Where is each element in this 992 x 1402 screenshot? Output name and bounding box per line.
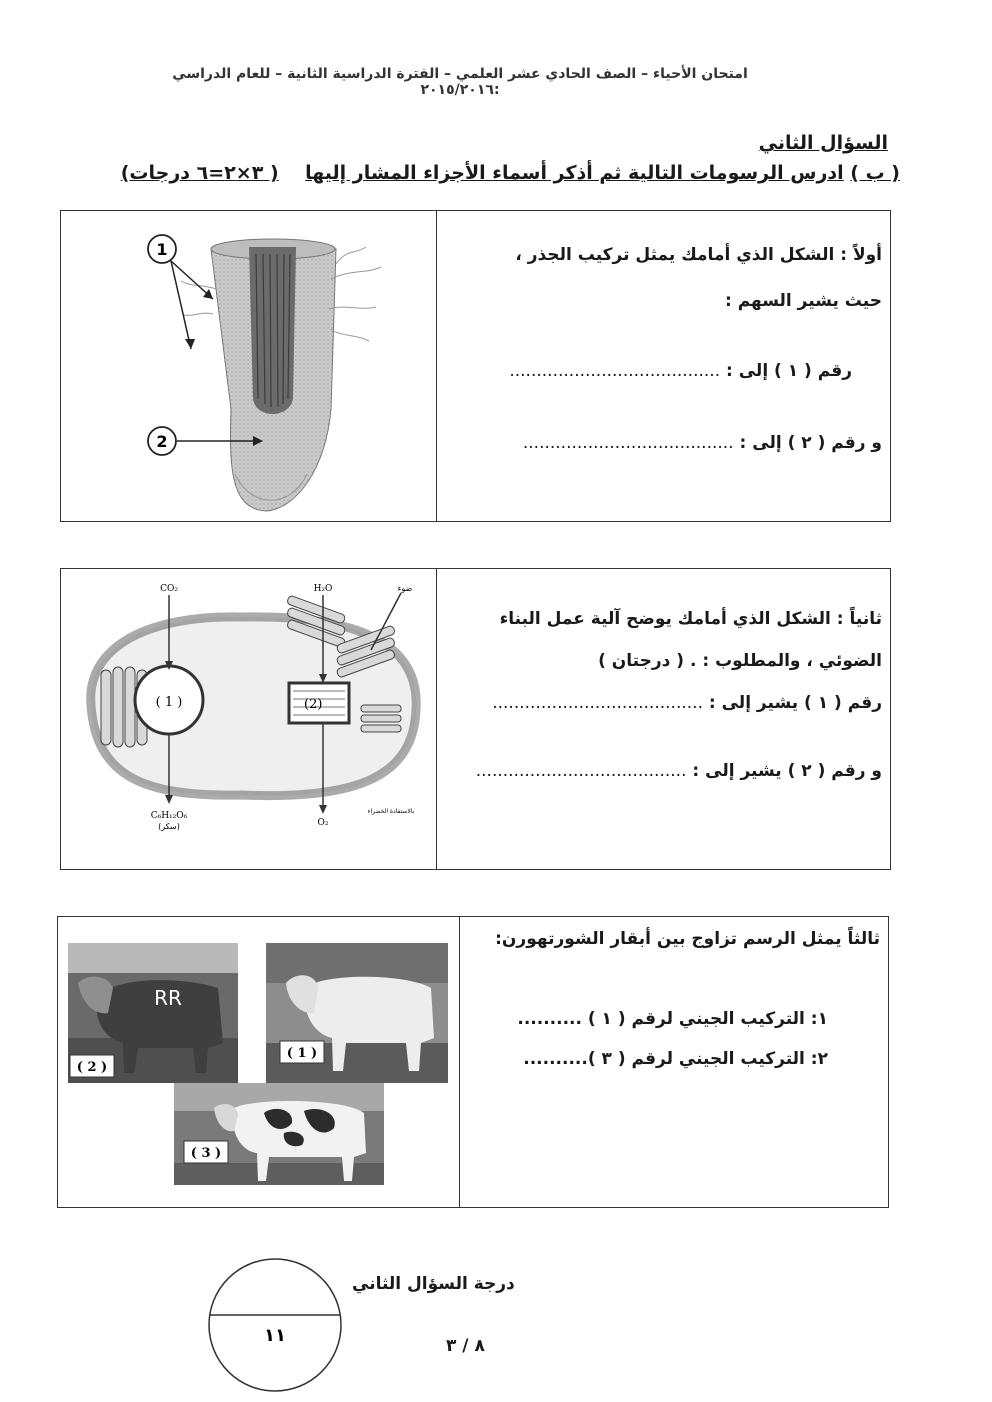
q2-line2: الضوئي ، والمطلوب : . ( درجتان ) [598, 651, 882, 671]
exam-header: امتحان الأحياء – الصف الحادي عشر العلمي – الفترة الدراسية الثانية – للعام الدراسي :٢٠١٥/٢٠١٦ [172, 66, 748, 98]
genotype-rr-label: RR [154, 986, 182, 1010]
q2-item1 [492, 693, 882, 713]
h2o-label: H₂O [313, 584, 333, 594]
figure-caption: بالاستفادة الخضراء [367, 808, 415, 815]
co2-label: CO₂ [160, 584, 178, 594]
cattle-photo-2 [68, 943, 238, 1083]
question-box-photosynthesis [60, 568, 891, 870]
light-label: ضوء [397, 584, 413, 593]
answer-blank[interactable]: ....................................... [509, 361, 721, 381]
o2-label: O₂ [317, 818, 329, 828]
answer-blank[interactable]: ....................................... [522, 433, 734, 453]
part-label: ( ب ) [850, 162, 900, 184]
answer-blank[interactable]: ....................................... [492, 693, 703, 713]
marks-text: ( ٣×٢=٦ درجات) [120, 162, 279, 184]
q2-item2 [476, 761, 882, 781]
box-divider [436, 569, 437, 869]
answer-blank[interactable]: ....................................... [475, 761, 687, 781]
grade-circle [205, 1255, 345, 1395]
question-box-root [60, 210, 891, 522]
box-divider [459, 917, 460, 1207]
page-number: ٨ / ٣ [446, 1336, 485, 1356]
fig-label-1: 1 [156, 240, 168, 259]
fig-label-2: (2) [304, 697, 323, 712]
q1-item2 [523, 433, 882, 453]
q1-item1-text: رقم ( ١ ) إلى : [726, 361, 852, 381]
question-title: السؤال الثاني [758, 132, 888, 154]
chloroplast-diagram [71, 575, 431, 865]
root-diagram [131, 219, 411, 515]
q2-line1: ثانياً : الشكل الذي أمامك يوضح آلية عمل البناء [499, 609, 882, 629]
photo-label-1: ( 1 ) [286, 1046, 318, 1061]
photo-label-3: ( 3 ) [190, 1146, 222, 1161]
box-divider [436, 211, 437, 521]
q3-line1: ثالثاً يمثل الرسم تزاوج بين أبقار الشورتهورن: [495, 929, 880, 949]
glucose-label: C₆H₁₂O₆ [150, 811, 188, 821]
question-box-cattle [57, 916, 889, 1208]
q2-item1-text: رقم ( ١ ) يشير إلى : [708, 693, 882, 713]
question-instruction-line [121, 162, 900, 184]
fig-label-1: ( 1 ) [155, 695, 183, 710]
grade-total: ١١ [264, 1325, 286, 1346]
sugar-label: (سكر) [158, 822, 180, 831]
q1-item1 [509, 361, 852, 381]
cattle-photo-1 [266, 943, 448, 1083]
q3-item2: ٢: التركيب الجيني لرقم ( ٣ ).......... [523, 1049, 828, 1069]
cattle-photo-3 [174, 1083, 384, 1185]
q1-item2-text: و رقم ( ٢ ) إلى : [739, 433, 882, 453]
photo-label-2: ( 2 ) [76, 1060, 108, 1075]
fig-label-2: 2 [156, 432, 168, 451]
q2-item2-text: و رقم ( ٢ ) يشير إلى : [692, 761, 882, 781]
q1-line2: حيث يشير السهم : [724, 291, 882, 311]
q3-item1: ١: التركيب الجيني لرقم ( ١ ) .......... [517, 1009, 828, 1029]
grade-label: درجة السؤال الثاني [352, 1274, 515, 1294]
instruction-text: ادرس الرسومات التالية ثم أذكر أسماء الأجزاء المشار إليها [305, 162, 844, 184]
q1-line1: أولاً : الشكل الذي أمامك يمثل تركيب الجذر ، [515, 245, 882, 265]
